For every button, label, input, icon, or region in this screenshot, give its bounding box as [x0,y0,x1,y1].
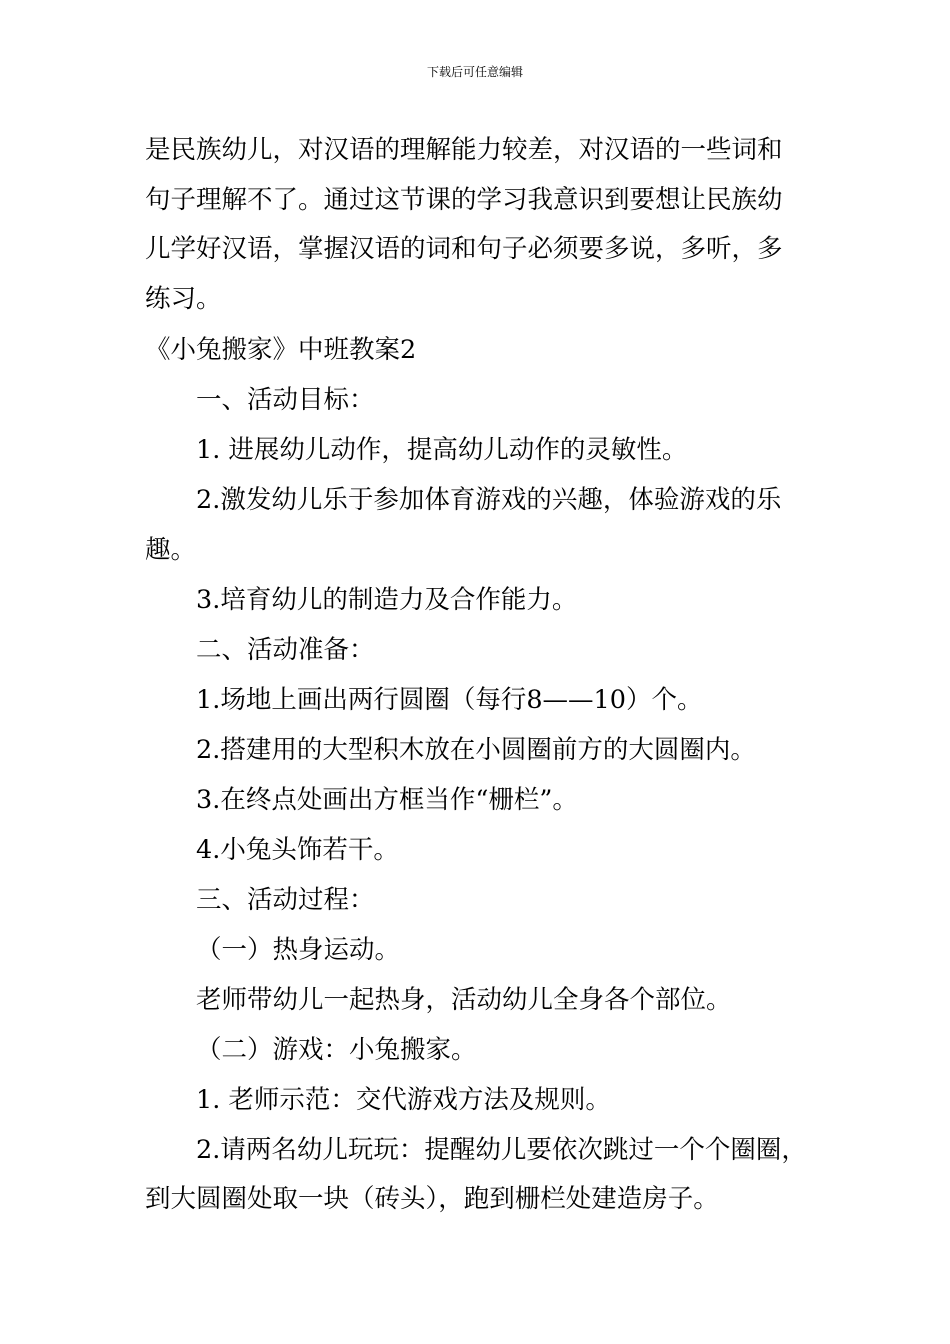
preparation-item: 1.场地上画出两行圆圈（每行8——10）个。 [196,685,703,715]
preparation-item: 4.小兔头饰若干。 [196,835,399,865]
process-item-continued: 到大圆圈处取一块（砖头），跑到栅栏处建造房子。 [145,1184,719,1214]
body-text-line: 练习。 [145,284,222,314]
preparation-item: 3.在终点处画出方框当作“栅栏”。 [196,785,578,815]
goal-item-continued: 趣。 [145,535,197,565]
goal-item: 2.激发幼儿乐于参加体育游戏的兴趣，体验游戏的乐 [196,485,782,515]
goal-item: 1. 进展幼儿动作，提高幼儿动作的灵敏性。 [196,435,688,465]
heading-activity-preparation: 二、活动准备： [196,635,375,665]
heading-activity-goals: 一、活动目标： [196,385,375,415]
body-text-line: 句子理解不了。通过这节课的学习我意识到要想让民族幼 [145,185,783,215]
process-item: 1. 老师示范：交代游戏方法及规则。 [196,1085,611,1115]
process-item: 2.请两名幼儿玩玩：提醒幼儿要依次跳过一个个圈圈， [196,1135,807,1165]
body-text-line: 是民族幼儿，对汉语的理解能力较差，对汉语的一些词和 [145,135,783,165]
goal-item: 3.培育幼儿的制造力及合作能力。 [196,585,578,615]
body-text-line: 儿学好汉语，掌握汉语的词和句子必须要多说，多听，多 [145,234,783,264]
process-subheading: （一）热身运动。 [196,935,401,965]
preparation-item: 2.搭建用的大型积木放在小圆圈前方的大圆圈内。 [196,735,756,765]
process-subheading: （二）游戏：小兔搬家。 [196,1035,477,1065]
page-header: 下载后可任意编辑 [426,65,523,79]
heading-activity-process: 三、活动过程： [196,885,375,915]
section-title: 《小兔搬家》中班教案2 [145,335,417,365]
process-text: 老师带幼儿一起热身，活动幼儿全身各个部位。 [196,985,732,1015]
